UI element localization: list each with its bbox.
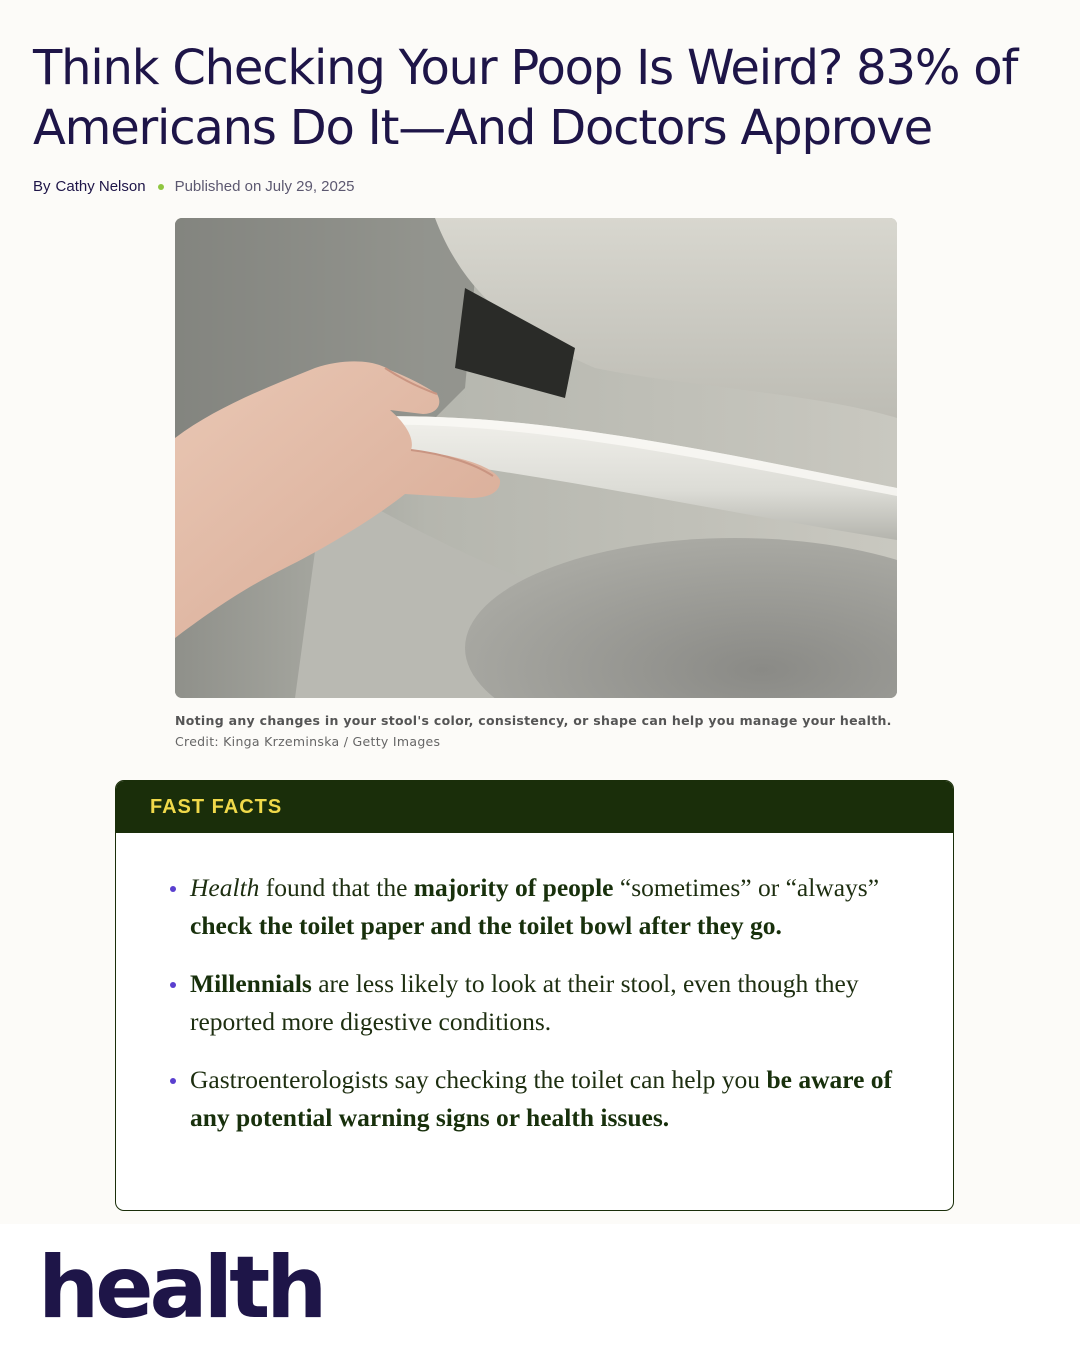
fact-text: found that the — [259, 873, 414, 902]
fact-bold: check the toilet paper and the toilet bowl after they go. — [190, 911, 782, 940]
fact-text: “sometimes” or “always” — [613, 873, 880, 902]
fact-bold: Millennials — [190, 969, 312, 998]
hero-image — [175, 218, 897, 698]
health-logo[interactable]: health — [38, 1238, 324, 1338]
caption-text: Noting any changes in your stool's color, consistency, or shape can help you manage your health. — [175, 713, 892, 728]
fact-item — [190, 1061, 913, 1137]
article-headline: Think Checking Your Poop Is Weird? 83% of Americans Do It—And Doctors Approve — [33, 40, 1018, 156]
fact-italic: Health — [190, 873, 260, 902]
byline — [33, 178, 355, 195]
footer-bar — [0, 1224, 1080, 1350]
fact-text: are less likely to look at their stool, even though they reported more digestive conditions. — [190, 969, 859, 1036]
fact-text: Gastroenterologists say checking the toilet can help you — [190, 1065, 767, 1094]
author-link[interactable]: Cathy Nelson — [55, 178, 146, 195]
fast-facts-header — [116, 781, 953, 833]
byline-prefix: By — [33, 178, 51, 195]
separator-dot-icon — [158, 184, 164, 190]
fact-bold: majority of people — [413, 873, 614, 902]
fast-facts-box — [115, 780, 954, 1211]
toilet-seat-photo — [175, 218, 897, 698]
published-label: Published on — [174, 178, 262, 195]
fact-item — [190, 965, 913, 1041]
fact-bold: be aware of any potential warning signs or health issues. — [190, 1065, 893, 1132]
fact-item — [190, 869, 913, 945]
fast-facts-title: FAST FACTS — [150, 795, 283, 818]
published-date: July 29, 2025 — [265, 178, 355, 195]
image-caption — [175, 710, 975, 752]
fast-facts-list — [116, 833, 953, 1137]
photo-credit: Credit: Kinga Krzeminska / Getty Images — [175, 734, 441, 749]
